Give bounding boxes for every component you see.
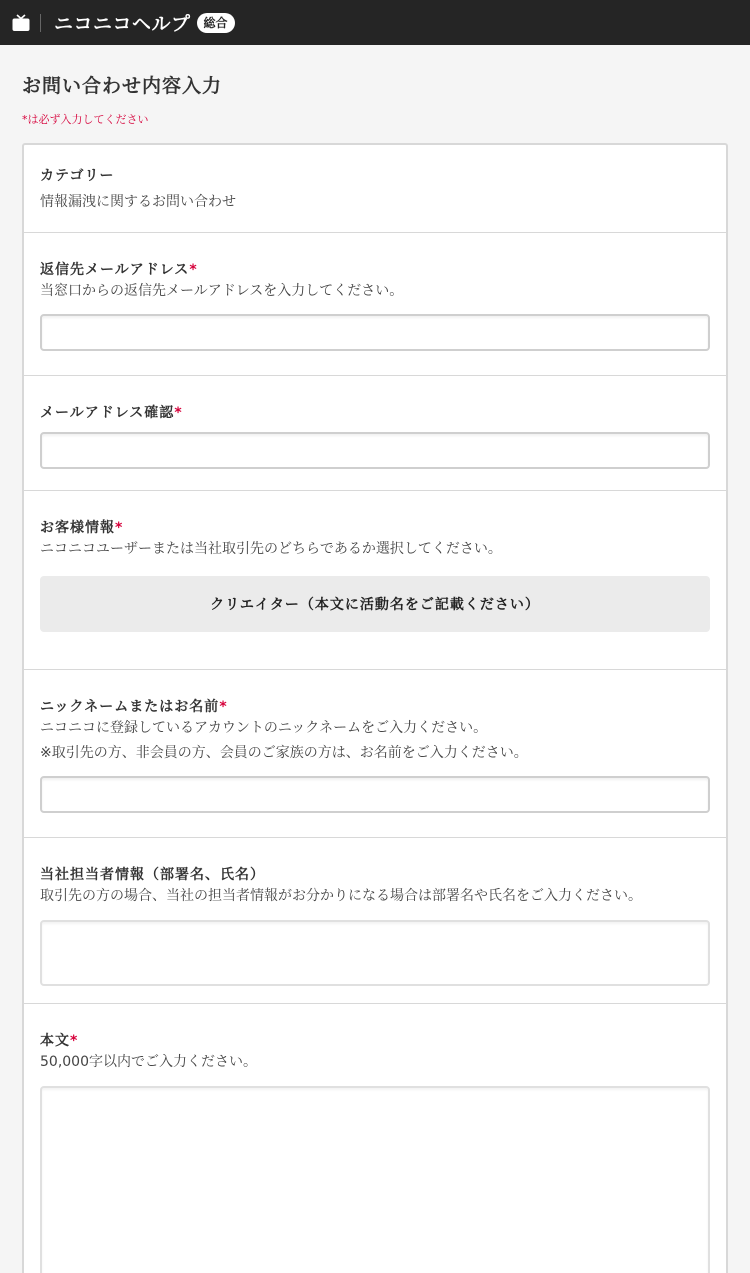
email-label-text: 返信先メールアドレス — [40, 262, 190, 278]
staff-info-section — [24, 838, 726, 1004]
staff-info-label: 当社担当者情報（部署名、氏名） — [40, 867, 265, 883]
brand-title[interactable]: ニコニコヘルプ — [54, 13, 191, 35]
nickname-label-text: ニックネームまたはお名前 — [40, 699, 220, 715]
customer-info-section — [24, 491, 726, 670]
nickname-label — [40, 696, 710, 716]
required-star: * — [189, 262, 198, 278]
nickname-note: ※取引先の方、非会員の方、会員のご家族の方は、お名前をご入力ください。 — [40, 745, 528, 761]
email-confirm-label — [40, 402, 710, 422]
required-note: *は必ず入力してください — [22, 113, 149, 126]
nickname-input[interactable] — [40, 776, 710, 813]
customer-info-label — [40, 517, 710, 537]
category-value: 情報漏洩に関するお問い合わせ — [40, 194, 236, 210]
email-desc: 当窓口からの返信先メールアドレスを入力してください。 — [40, 283, 404, 299]
main-content — [0, 71, 750, 1273]
required-star: * — [115, 520, 124, 536]
body-label — [40, 1030, 710, 1050]
customer-type-select-button[interactable]: クリエイター（本文に活動名をご記載ください） — [40, 576, 710, 632]
email-confirm-input[interactable] — [40, 432, 710, 469]
header-divider — [40, 14, 41, 32]
required-star: * — [174, 405, 183, 421]
body-label-text: 本文 — [40, 1033, 70, 1049]
page-title: お問い合わせ内容入力 — [22, 75, 223, 97]
body-section — [24, 1004, 726, 1273]
header-bar — [0, 0, 750, 45]
nickname-desc: ニコニコに登録しているアカウントのニックネームをご入力ください。 — [40, 720, 488, 736]
staff-info-desc: 取引先の方の場合、当社の担当者情報がお分かりになる場合は部署名や氏名をご入力ください。 — [40, 888, 642, 904]
category-label: カテゴリー — [40, 168, 115, 184]
email-confirm-section — [24, 376, 726, 491]
body-textarea[interactable] — [40, 1086, 710, 1273]
email-input[interactable] — [40, 314, 710, 351]
niconico-tv-icon[interactable] — [12, 14, 30, 32]
nickname-section — [24, 670, 726, 838]
category-badge: 総合 — [197, 13, 235, 33]
contact-form — [22, 143, 728, 1273]
body-desc: 50,000字以内でご入力ください。 — [40, 1054, 257, 1070]
email-confirm-label-text: メールアドレス確認 — [40, 405, 175, 421]
required-star: * — [219, 699, 228, 715]
customer-info-label-text: お客様情報 — [40, 520, 115, 536]
category-section — [24, 145, 726, 233]
required-star: * — [70, 1033, 79, 1049]
email-section — [24, 233, 726, 376]
email-label — [40, 259, 710, 279]
staff-info-textarea[interactable] — [40, 920, 710, 986]
customer-info-desc: ニコニコユーザーまたは当社取引先のどちらであるか選択してください。 — [40, 541, 502, 557]
